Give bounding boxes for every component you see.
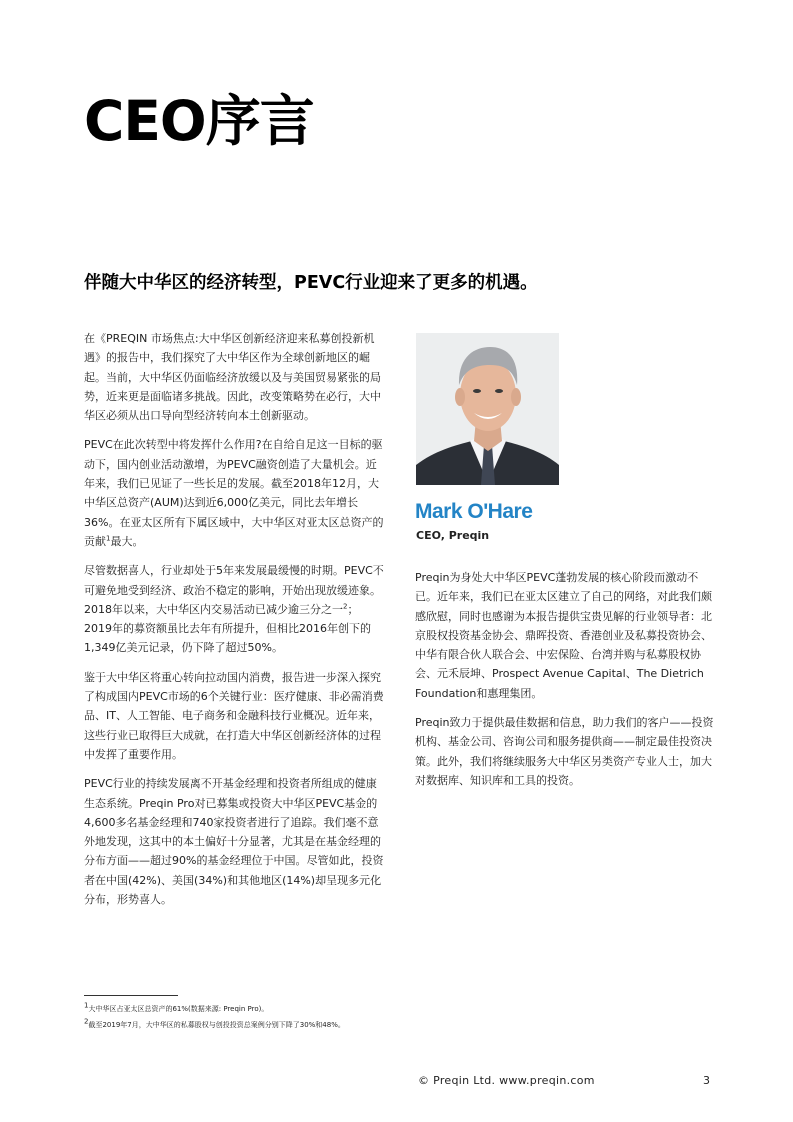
paragraph-intro: 在《PREQIN 市场焦点:大中华区创新经济迎来私募创投新机遇》的报告中，我们探究了大中华区作为全球创新地区的崛起。当前，大中华区仍面临经济放缓以及与美国贸易紧张的局势，近来更是面临诸多挑战。因此，改变策略势在必行，大中华区必须从出口导向型经济转向本土创新驱动。 — [84, 332, 381, 423]
footnotes — [84, 1003, 704, 1035]
footnote-divider — [84, 995, 178, 996]
person-role: CEO, Preqin — [416, 529, 490, 542]
page-number: 3 — [703, 1074, 710, 1087]
ceo-portrait — [416, 333, 559, 485]
paragraph-acknowledgements: Preqin为身处大中华区PEVC蓬勃发展的核心阶段而激动不已。近年来，我们已在亚太区建立了自己的网络，对此我们颇感欣慰，同时也感谢为本报告提供宝贵见解的行业领导者：北京股权投资基金协会、鼎晖投资、香港创业及私募投资协会、中华有限合伙人联合会、中宏保险、台湾并购与私募股权协会、元禾辰坤、Prospect Avenue Capital、The Dietrich Foundation和惠理集团。 — [415, 571, 712, 700]
paragraph-mission: Preqin致力于提供最佳数据和信息，助力我们的客户——投资机构、基金公司、咨询公司和服务提供商——制定最佳投资决策。此外，我们将继续服务大中华区另类资产专业人士，加大对数据库、知识库和工具的投资。 — [415, 716, 714, 787]
paragraph-slowdown — [84, 561, 384, 657]
footnote-1 — [84, 1003, 704, 1015]
page-title: CEO序言 — [84, 89, 314, 153]
paragraph-text: ；2019年的募资额虽比去年有所提升，但相比2016年创下的1,349亿美元记录，仍下降了超过50%。 — [84, 602, 371, 655]
footer-credit: © Preqin Ltd. www.preqin.com — [418, 1074, 595, 1087]
footnote-mark: 1 — [84, 1001, 89, 1010]
left-column — [84, 329, 384, 919]
paragraph-text: PEVC在此次转型中将发挥什么作用?在自给自足这一目标的驱动下，国内创业活动激增，为PEVC融资创造了大量机会。近年来，我们已见证了一些长足的发展。截至2018年12月，大中华区总资产(AUM)达到近6,000亿美元，同比去年增长36%。在亚太区所有下属区域中，大中华区对亚太区总资产的贡献 — [84, 438, 384, 548]
footnote-ref-1[interactable]: 1 — [106, 534, 111, 543]
paragraph-text: 尽管数据喜人，行业却处于5年来发展最缓慢的时期。PEVC不可避免地受到经济、政治不稳定的影响，开始出现放缓迹象。2018年以来，大中华区内交易活动已减少逾三分之一 — [84, 564, 384, 616]
footnote-ref-2[interactable]: 2 — [343, 602, 348, 611]
footnote-text: 大中华区占亚太区总资产的61%(数据来源: Preqin Pro)。 — [88, 1005, 269, 1013]
paragraph-text: 最大。 — [110, 534, 144, 548]
page-footer — [0, 1074, 793, 1090]
paragraph-ecosystem: PEVC行业的持续发展离不开基金经理和投资者所组成的健康生态系统。Preqin Pro对已募集或投资大中华区PEVC基金的4,600多名基金经理和740家投资者进行了追踪。我们毫不意外地发现，这其中的本土偏好十分显著，尤其是在基金经理的分布方面——超过90%的基金经理位于中国。尽管如此，投资者在中国(42%)、美国(34%)和其他地区(14%)却呈现多元化分布，形势喜人。 — [84, 777, 384, 907]
footnote-2 — [84, 1019, 704, 1031]
page-subtitle: 伴随大中华区的经济转型，PEVC行业迎来了更多的机遇。 — [84, 273, 538, 293]
paragraph-role-of-pevc — [84, 435, 384, 551]
footnote-mark: 2 — [84, 1017, 89, 1026]
paragraph-key-sectors: 鉴于大中华区将重心转向拉动国内消费，报告进一步深入探究了构成国内PEVC市场的6个关键行业：医疗健康、非必需消费品、IT、人工智能、电子商务和金融科技行业概况。近年来，这些行业已取得巨大成就，在打造大中华区创新经济体的过程中发挥了重要作用。 — [84, 670, 384, 761]
person-name: Mark O'Hare — [415, 500, 533, 523]
portrait-image — [416, 333, 559, 485]
footnote-text: 截至2019年7月，大中华区的私募股权与创投投资总案例分别下降了30%和48%。 — [88, 1021, 345, 1029]
right-column — [415, 568, 715, 800]
